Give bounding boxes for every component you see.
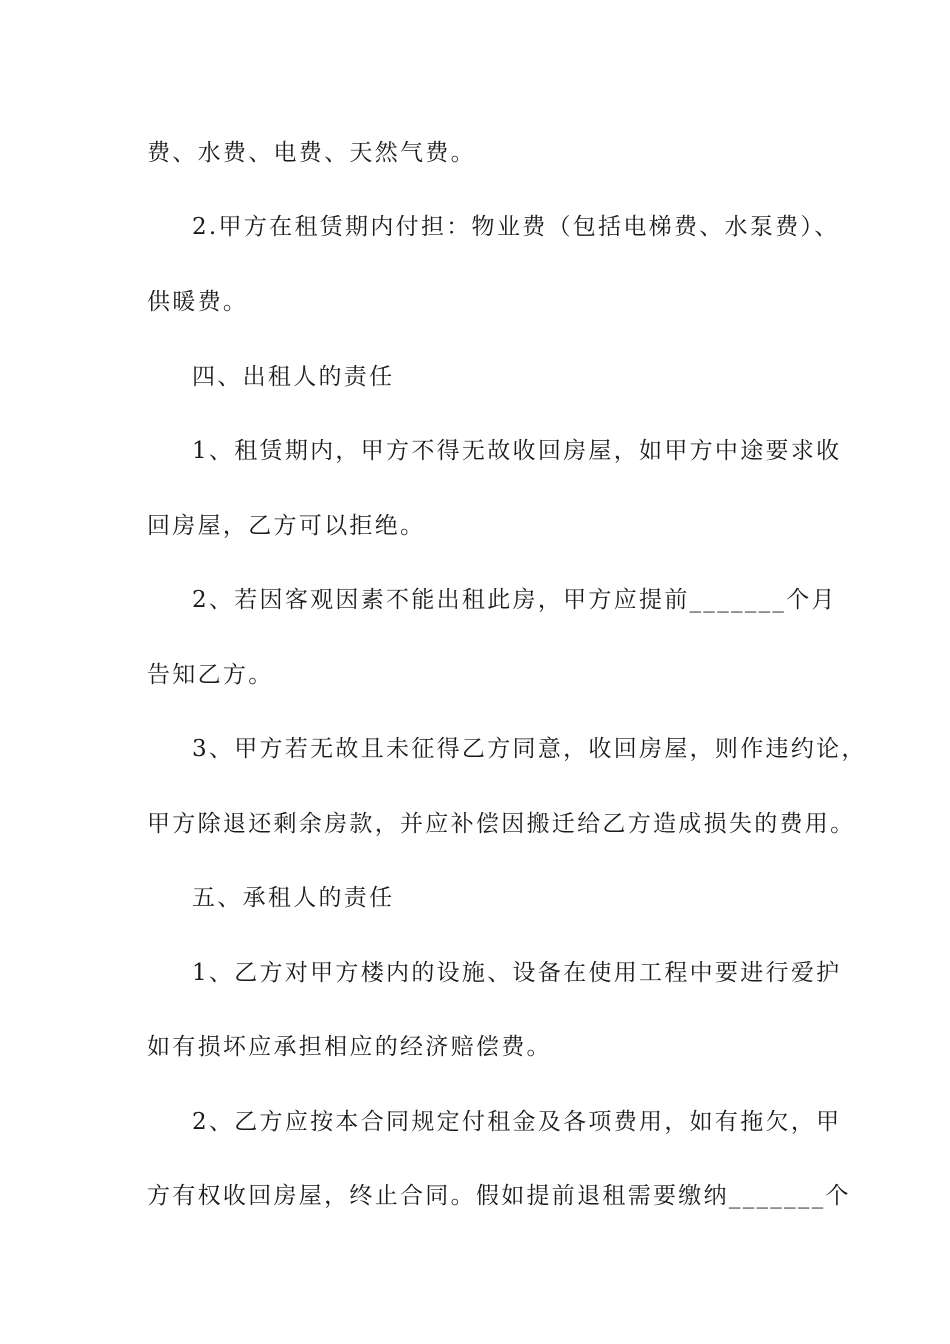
clause-4-2-line-1: 2、若因客观因素不能出租此房，甲方应提前_______个月 <box>192 587 837 613</box>
clause-4-1-line-2: 回房屋，乙方可以拒绝。 <box>147 513 426 539</box>
clause-4-2-line-2: 告知乙方。 <box>147 662 274 688</box>
clause-5-1-line-1: 1、乙方对甲方楼内的设施、设备在使用工程中要进行爱护 <box>192 960 842 986</box>
clause-4-1-line-1: 1、租赁期内，甲方不得无故收回房屋，如甲方中途要求收 <box>192 438 842 464</box>
clause-3-2-line-2: 供暖费。 <box>147 289 249 315</box>
clause-3-2-line-1: 2.甲方在租赁期内付担：物业费（包括电梯费、水泵费）、 <box>192 214 840 240</box>
text-line-1: 费、水费、电费、天然气费。 <box>147 140 476 166</box>
clause-4-3-line-2: 甲方除退还剩余房款，并应补偿因搬迁给乙方造成损失的费用。 <box>147 811 856 837</box>
clause-5-2-line-1: 2、乙方应按本合同规定付租金及各项费用，如有拖欠，甲 <box>192 1109 842 1135</box>
section-heading-lessor: 四、出租人的责任 <box>192 364 395 390</box>
clause-5-2-line-2: 方有权收回房屋，终止合同。假如提前退租需要缴纳_______个 <box>147 1183 851 1209</box>
clause-5-1-line-2: 如有损坏应承担相应的经济赔偿费。 <box>147 1034 552 1060</box>
clause-4-3-line-1: 3、甲方若无故且未征得乙方同意，收回房屋，则作违约论， <box>192 736 867 762</box>
section-heading-lessee: 五、承租人的责任 <box>192 885 395 911</box>
